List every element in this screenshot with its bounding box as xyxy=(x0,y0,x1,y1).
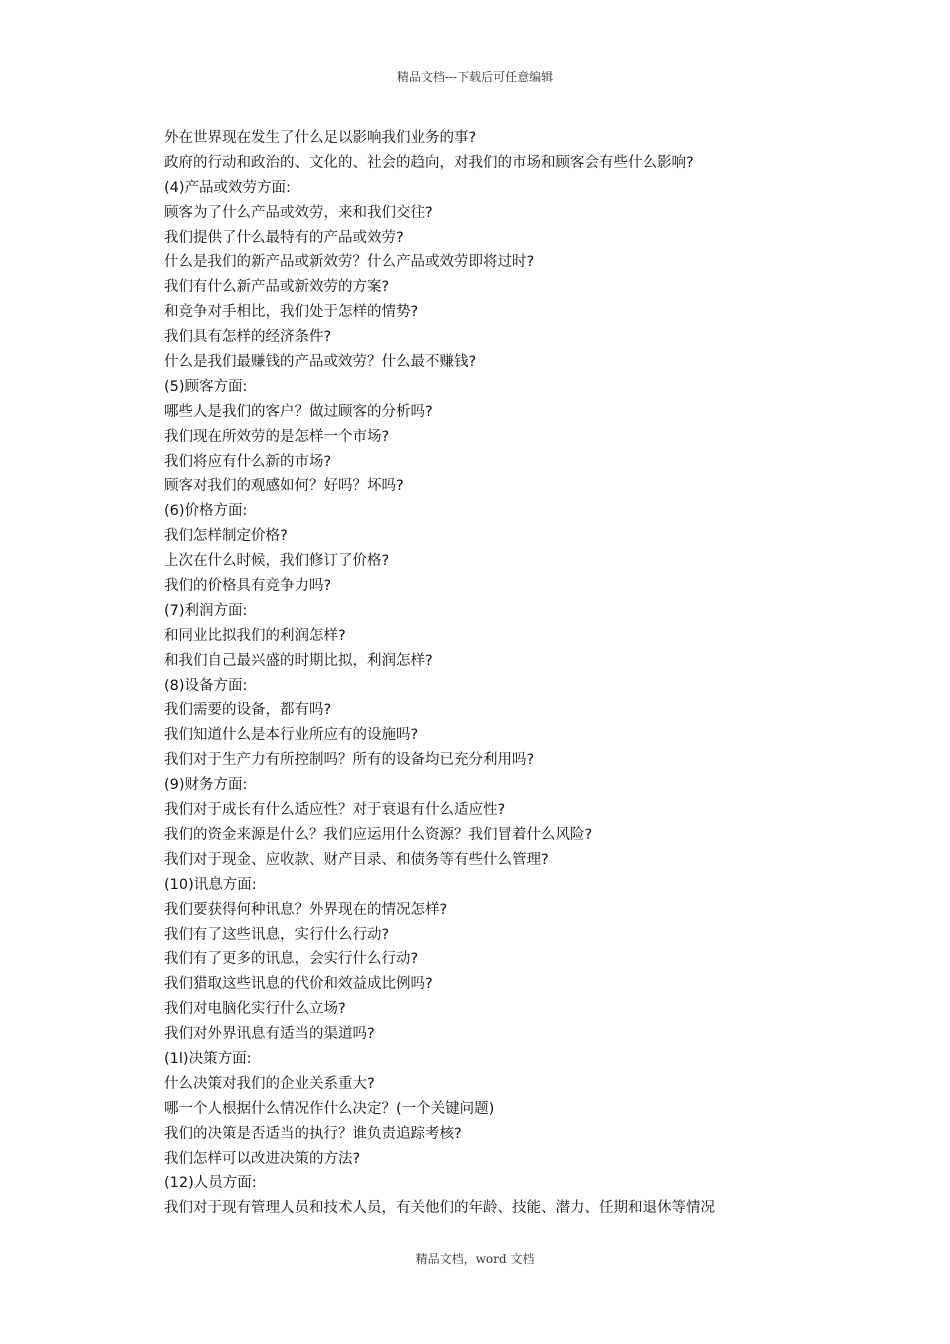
text-line: 和竞争对手相比，我们处于怎样的情势? xyxy=(164,304,419,321)
text-line: 我们提供了什么最特有的产品或效劳? xyxy=(164,229,404,246)
text-line: 政府的行动和政治的、文化的、社会的趋向，对我们的市场和顾客会有些什么影响? xyxy=(164,154,694,171)
text-line: 我们猎取这些讯息的代价和效益成比例吗? xyxy=(164,976,433,993)
text-line: 我们的资金来源是什么？我们应运用什么资源？我们冒着什么风险? xyxy=(164,826,593,843)
section-heading: (4)产品或效劳方面: xyxy=(164,179,291,196)
text-line: 和我们自己最兴盛的时期比拟，利润怎样? xyxy=(164,652,433,669)
page-header: 精品文档---下载后可任意编辑 xyxy=(396,70,554,84)
section-heading: (7)利润方面: xyxy=(164,602,248,619)
section-heading: (6)价格方面: xyxy=(164,503,248,520)
text-line: 我们将应有什么新的市场? xyxy=(164,453,332,470)
text-line: 我们具有怎样的经济条件? xyxy=(164,329,332,346)
text-line: 我们知道什么是本行业所应有的设施吗? xyxy=(164,727,419,744)
text-line: 我们要获得何种讯息？外界现在的情况怎样? xyxy=(164,901,448,918)
text-line: 我们对电脑化实行什么立场? xyxy=(164,1001,346,1018)
text-line: 哪些人是我们的客户？做过顾客的分析吗? xyxy=(164,403,433,420)
text-line: 我们对于成长有什么适应性？对于衰退有什么适应性? xyxy=(164,802,506,819)
section-heading: (9)财务方面: xyxy=(164,777,248,794)
text-line: 顾客对我们的观感如何？好吗？坏吗? xyxy=(164,478,404,495)
text-line: 哪一个人根据什么情况作什么决定？(一个关键问题) xyxy=(164,1100,495,1117)
text-line: 什么是我们最赚钱的产品或效劳？什么最不赚钱? xyxy=(164,354,477,371)
text-line: 什么是我们的新产品或新效劳？什么产品或效劳即将过时? xyxy=(164,254,535,271)
section-heading: (10)讯息方面: xyxy=(164,876,257,893)
text-line: 我们有了更多的讯息，会实行什么行动? xyxy=(164,951,419,968)
text-line: 我们有了这些讯息，实行什么行动? xyxy=(164,926,390,943)
text-line: 我们对于现有管理人员和技术人员，有关他们的年龄、技能、潜力、任期和退休等情况 xyxy=(164,1200,715,1217)
text-line: 我们怎样制定价格? xyxy=(164,528,288,545)
section-heading: (5)顾客方面: xyxy=(164,378,248,395)
text-line: 我们的价格具有竞争力吗? xyxy=(164,578,332,595)
text-line: 我们需要的设备，都有吗? xyxy=(164,702,332,719)
text-line: 我们的决策是否适当的执行？谁负责追踪考核? xyxy=(164,1125,462,1142)
text-line: 和同业比拟我们的利润怎样? xyxy=(164,627,346,644)
text-line: 我们怎样可以改进决策的方法? xyxy=(164,1150,361,1167)
text-line: 上次在什么时候，我们修订了价格? xyxy=(164,553,390,570)
page-footer: 精品文档，word 文档 xyxy=(415,1252,535,1266)
text-line: 我们有什么新产品或新效劳的方案? xyxy=(164,279,390,296)
text-line: 我们对于生产力有所控制吗？所有的设备均已充分利用吗? xyxy=(164,752,535,769)
section-heading: (8)设备方面: xyxy=(164,677,248,694)
document-body xyxy=(164,126,784,1221)
text-line: 什么决策对我们的企业关系重大? xyxy=(164,1075,375,1092)
text-line: 我们对于现金、应收款、财产目录、和债务等有些什么管理? xyxy=(164,851,549,868)
text-line: 顾客为了什么产品或效劳，来和我们交往? xyxy=(164,204,433,221)
text-line: 外在世界现在发生了什么足以影响我们业务的事? xyxy=(164,130,477,146)
text-line: 我们对外界讯息有适当的渠道吗? xyxy=(164,1026,375,1043)
section-heading: (12)人员方面: xyxy=(164,1175,257,1192)
section-heading: (1l)决策方面: xyxy=(164,1050,252,1067)
text-line: 我们现在所效劳的是怎样一个市场? xyxy=(164,428,390,445)
